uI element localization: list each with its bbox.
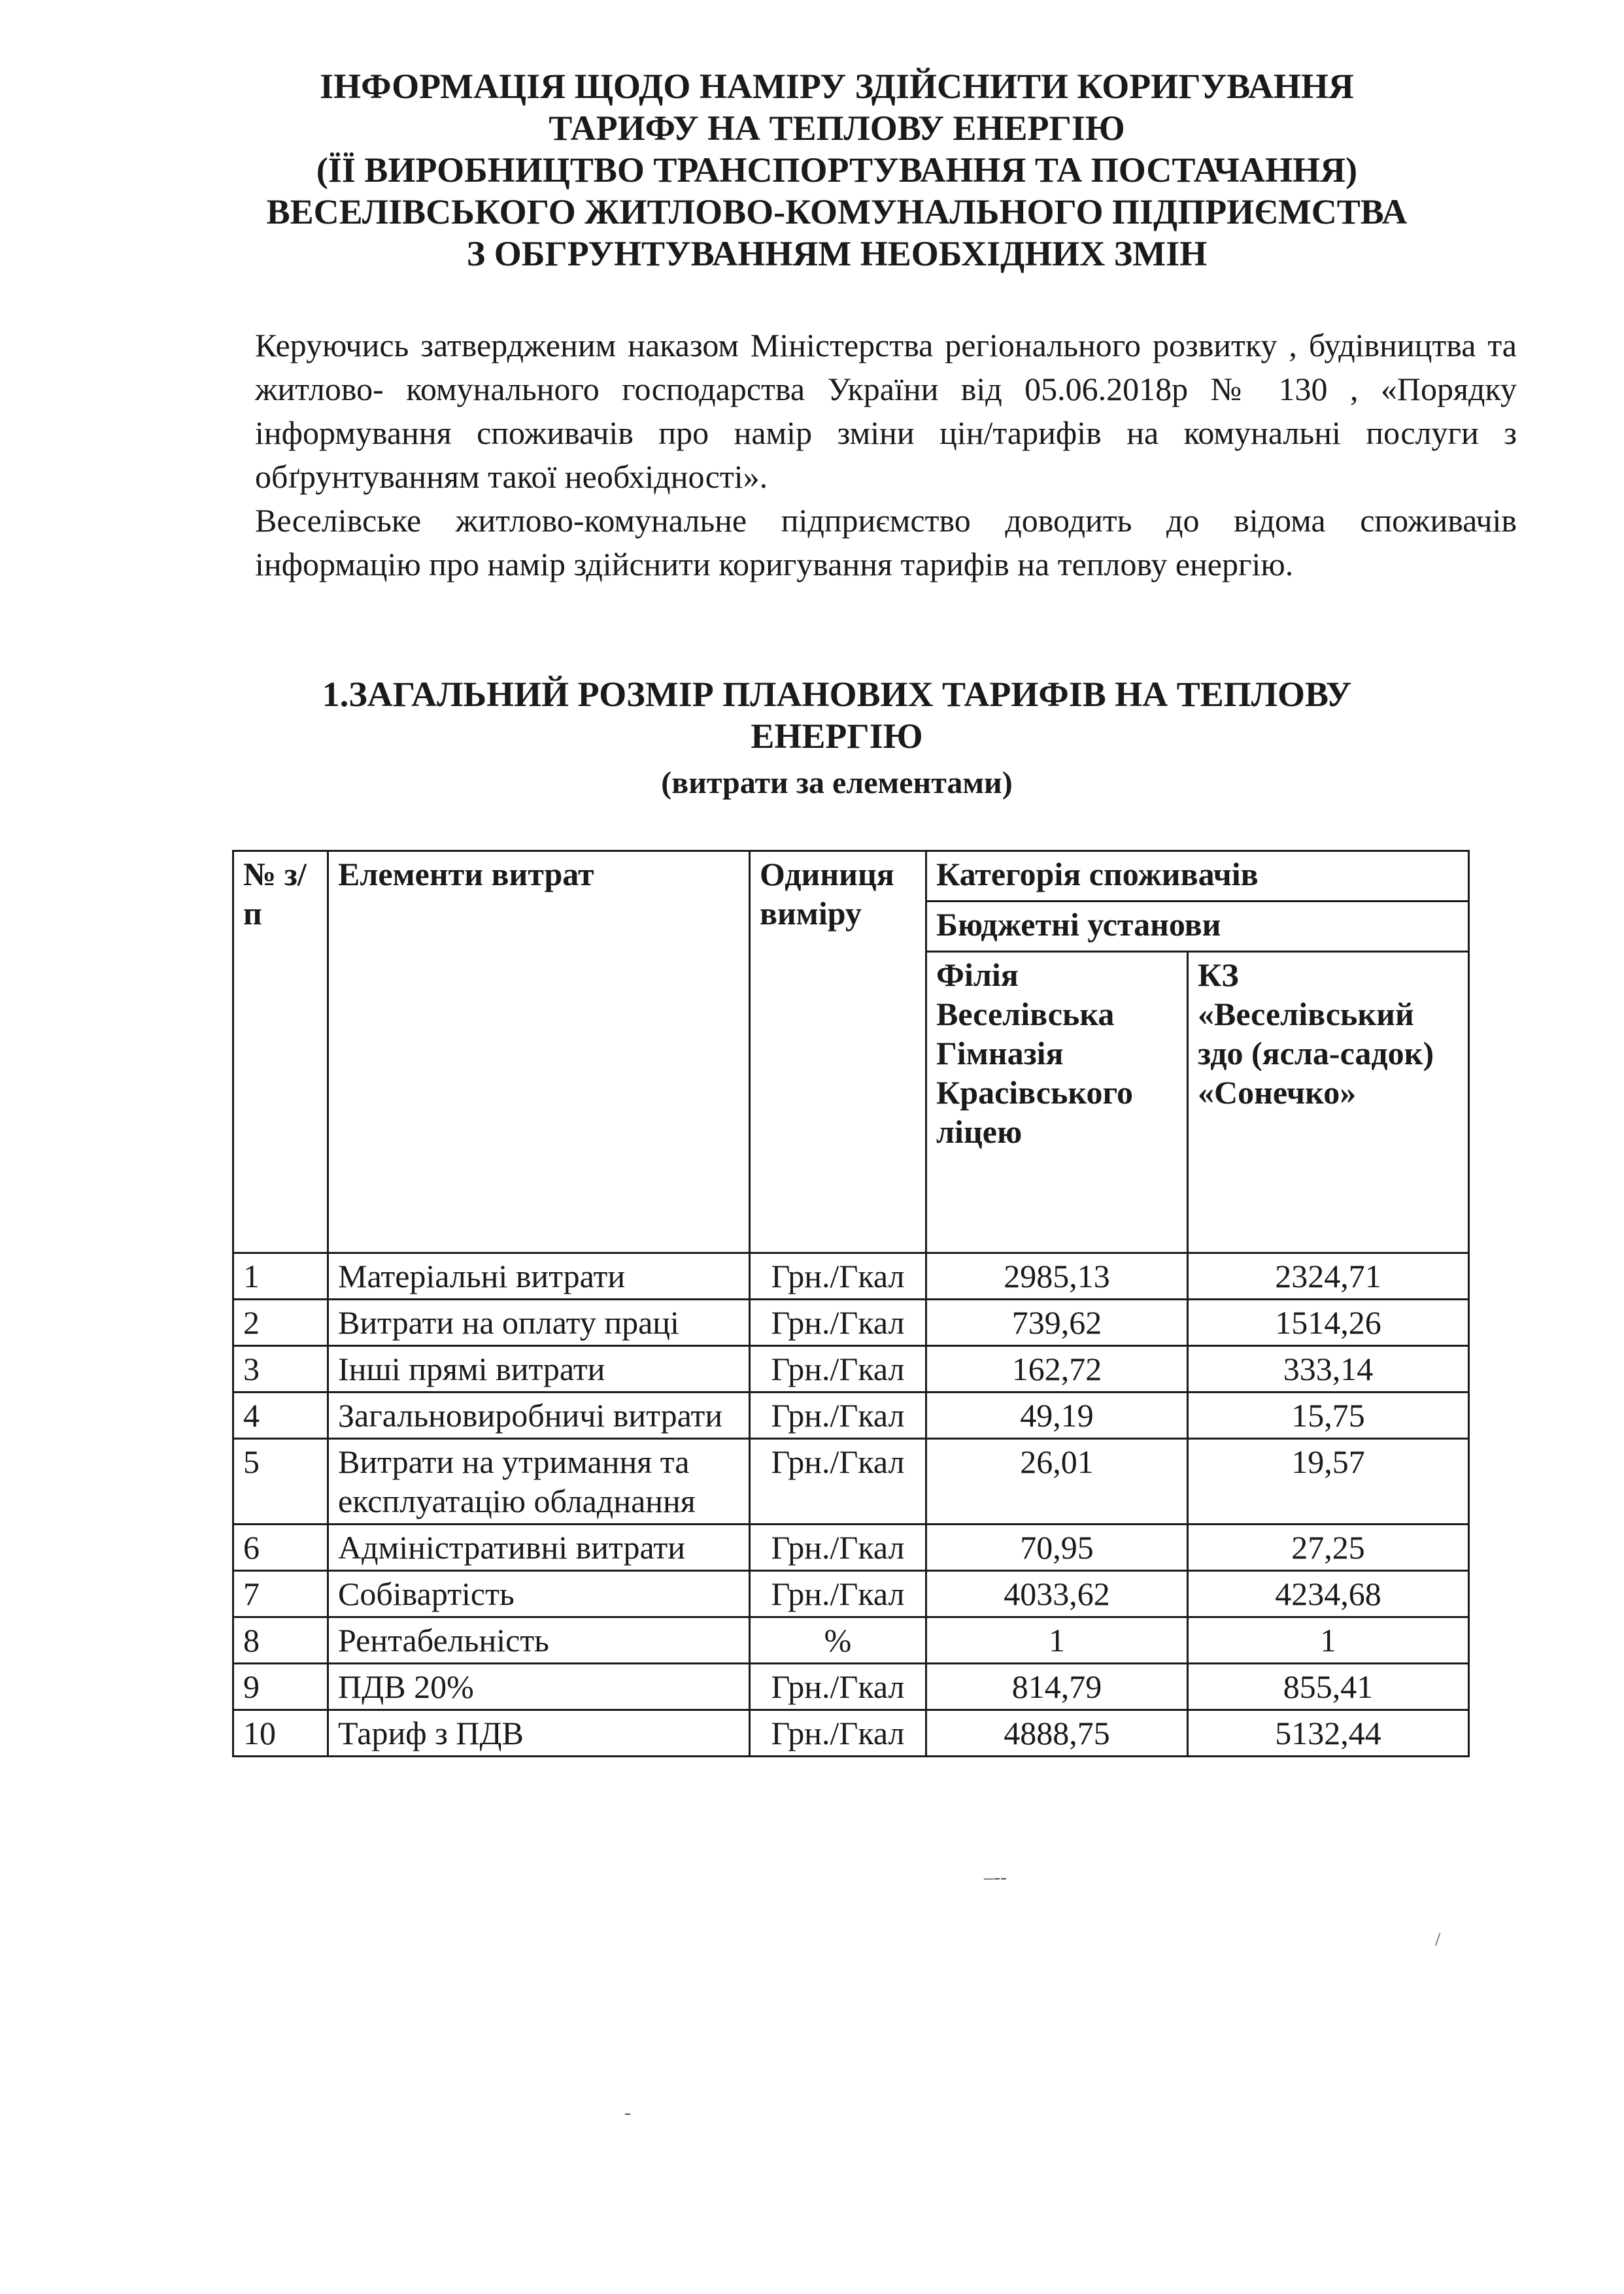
row-element: Витрати на оплату праці — [328, 1300, 750, 1346]
row-element: Витрати на утримання та експлуатацію обладнання — [328, 1439, 750, 1525]
row-value-b: 1514,26 — [1188, 1300, 1469, 1346]
row-unit: Грн./Гкал — [750, 1392, 926, 1439]
row-element: ПДВ 20% — [328, 1664, 750, 1710]
row-value-a: 26,01 — [926, 1439, 1188, 1525]
cost-table — [232, 850, 1470, 1757]
table-row — [233, 1710, 1469, 1757]
scan-artifact: / — [1435, 1929, 1441, 1950]
row-element: Тариф з ПДВ — [328, 1710, 750, 1757]
table-row — [233, 1346, 1469, 1392]
row-number: 6 — [233, 1525, 328, 1571]
row-number: 1 — [233, 1253, 328, 1300]
row-value-a: 70,95 — [926, 1525, 1188, 1571]
title-line: ТАРИФУ НА ТЕПЛОВУ ЕНЕРГІЮ — [549, 109, 1125, 148]
row-value-a: 162,72 — [926, 1346, 1188, 1392]
row-value-b: 27,25 — [1188, 1525, 1469, 1571]
section-title-line-1: 1.ЗАГАЛЬНИЙ РОЗМІР ПЛАНОВИХ ТАРИФІВ НА ТЕПЛОВУ — [322, 675, 1352, 714]
intro-text — [255, 324, 1517, 586]
row-element: Загальновиробничі витрати — [328, 1392, 750, 1439]
row-element: Рентабельність — [328, 1617, 750, 1664]
row-value-a: 49,19 — [926, 1392, 1188, 1439]
row-unit: Грн./Гкал — [750, 1664, 926, 1710]
row-number: 9 — [233, 1664, 328, 1710]
row-value-b: 5132,44 — [1188, 1710, 1469, 1757]
header-no: № з/п — [233, 851, 328, 1253]
row-value-b: 1 — [1188, 1617, 1469, 1664]
table-row — [233, 1253, 1469, 1300]
row-value-b: 855,41 — [1188, 1664, 1469, 1710]
row-element: Собівартість — [328, 1571, 750, 1617]
row-number: 3 — [233, 1346, 328, 1392]
table-row — [233, 1439, 1469, 1525]
table-row — [233, 1392, 1469, 1439]
section-title-line-2: ЕНЕРГІЮ — [751, 717, 923, 756]
row-element: Інші прямі витрати — [328, 1346, 750, 1392]
section-title — [196, 673, 1478, 757]
row-unit: % — [750, 1617, 926, 1664]
row-value-b: 333,14 — [1188, 1346, 1469, 1392]
title-line: ВЕСЕЛІВСЬКОГО ЖИТЛОВО-КОМУНАЛЬНОГО ПІДПРИЄМСТВА — [266, 192, 1408, 231]
title-line: (ЇЇ ВИРОБНИЦТВО ТРАНСПОРТУВАННЯ ТА ПОСТАЧАННЯ) — [316, 150, 1358, 190]
title-line: З ОБГРУНТУВАННЯМ НЕОБХІДНИХ ЗМІН — [466, 234, 1208, 273]
table-row — [233, 1664, 1469, 1710]
document-title — [196, 65, 1478, 275]
scan-artifact: –‑‑ — [984, 1866, 1007, 1888]
table-row — [233, 1571, 1469, 1617]
header-category: Категорія споживачів — [926, 851, 1469, 902]
header-budget: Бюджетні установи — [926, 902, 1469, 952]
header-element: Елементи витрат — [328, 851, 750, 1253]
row-value-a: 739,62 — [926, 1300, 1188, 1346]
row-value-a: 1 — [926, 1617, 1188, 1664]
row-value-a: 814,79 — [926, 1664, 1188, 1710]
intro-paragraph-2: Веселівське житлово-комунальне підприємство доводить до відома споживачів інформацію про намір здійснити коригування тарифів на теплову енергію. — [255, 502, 1517, 582]
row-value-a: 4888,75 — [926, 1710, 1188, 1757]
table-row — [233, 1617, 1469, 1664]
header-col-b: КЗ «Веселівський здо (ясла-садок) «Сонечко» — [1188, 952, 1469, 1253]
row-number: 5 — [233, 1439, 328, 1525]
section-subtitle: (витрати за елементами) — [661, 766, 1013, 800]
row-element: Адміністративні витрати — [328, 1525, 750, 1571]
table-body — [233, 1253, 1469, 1757]
row-unit: Грн./Гкал — [750, 1253, 926, 1300]
row-unit: Грн./Гкал — [750, 1525, 926, 1571]
row-unit: Грн./Гкал — [750, 1439, 926, 1525]
row-number: 4 — [233, 1392, 328, 1439]
row-number: 7 — [233, 1571, 328, 1617]
table-row — [233, 1525, 1469, 1571]
row-unit: Грн./Гкал — [750, 1571, 926, 1617]
row-value-a: 2985,13 — [926, 1253, 1188, 1300]
title-line: ІНФОРМАЦІЯ ЩОДО НАМІРУ ЗДІЙСНИТИ КОРИГУВАННЯ — [320, 67, 1354, 106]
scan-artifact: - — [624, 2102, 631, 2123]
intro-paragraph-1: Керуючись затвердженим наказом Міністерства регіонального розвитку , будівництва та житлово- комунального господарства України від 05.06.2018р № 130 , «Порядку інформування споживачів про намір зміни цін/тарифів на комунальні послуги з обґрунтуванням такої необхідності». — [255, 327, 1517, 495]
table-header-row — [233, 851, 1469, 902]
row-value-b: 15,75 — [1188, 1392, 1469, 1439]
row-unit: Грн./Гкал — [750, 1300, 926, 1346]
header-col-a: Філія Веселівська Гімназія Красівського ліцею — [926, 952, 1188, 1253]
row-value-b: 2324,71 — [1188, 1253, 1469, 1300]
table-row — [233, 1300, 1469, 1346]
row-element: Матеріальні витрати — [328, 1253, 750, 1300]
row-value-b: 4234,68 — [1188, 1571, 1469, 1617]
row-value-a: 4033,62 — [926, 1571, 1188, 1617]
row-number: 10 — [233, 1710, 328, 1757]
header-unit: Одиниця виміру — [750, 851, 926, 1253]
row-number: 8 — [233, 1617, 328, 1664]
row-unit: Грн./Гкал — [750, 1346, 926, 1392]
row-unit: Грн./Гкал — [750, 1710, 926, 1757]
row-value-b: 19,57 — [1188, 1439, 1469, 1525]
row-number: 2 — [233, 1300, 328, 1346]
